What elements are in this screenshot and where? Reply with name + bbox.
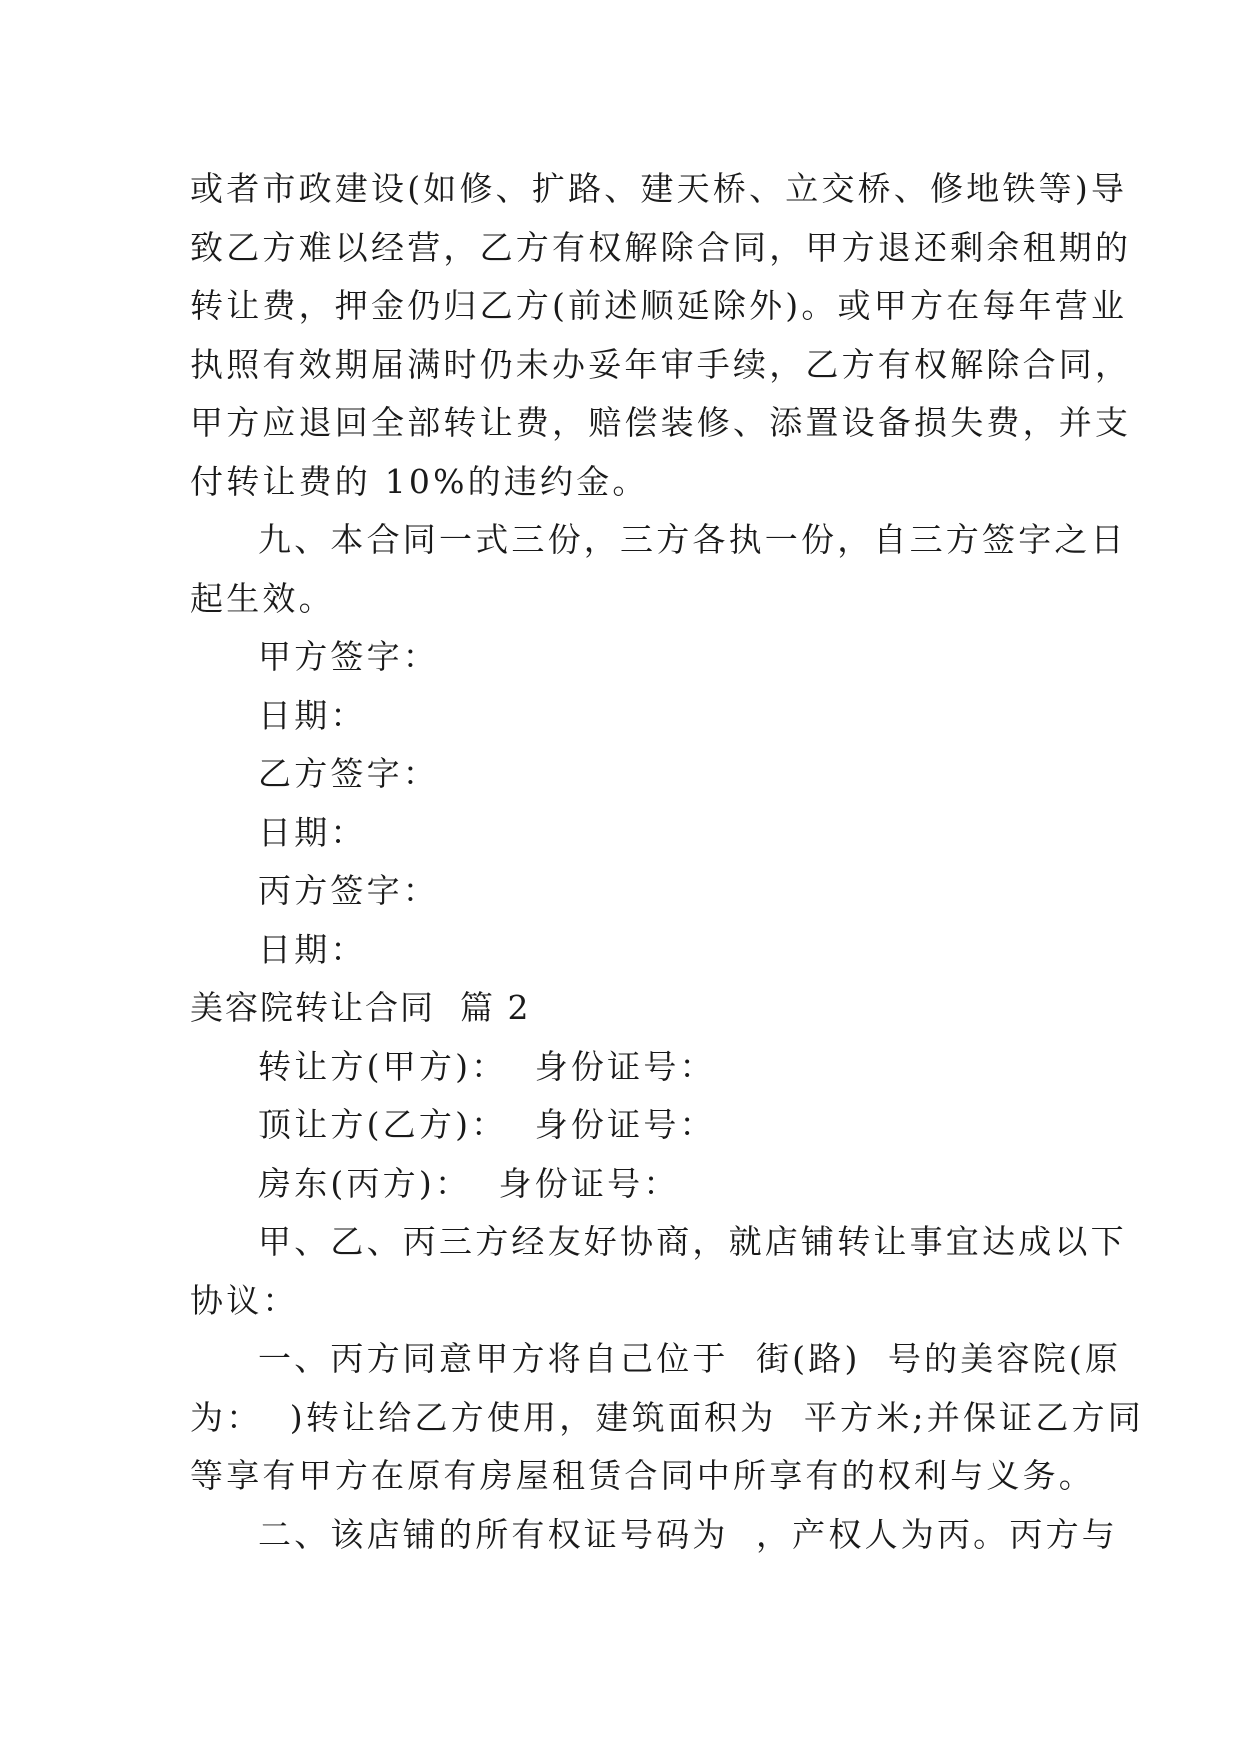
clause-two: 二、该店铺的所有权证号码为 ，产权人为丙。丙方与 [258,1514,1118,1554]
paragraph-line: 执照有效期届满时仍未办妥年审手续，乙方有权解除合同， [190,344,1132,384]
paragraph-line: 付转让费的 10%的违约金。 [190,461,649,501]
paragraph-line: 起生效。 [190,578,335,618]
paragraph-line: 致乙方难以经营，乙方有权解除合同，甲方退还剩余租期的 [190,227,1132,267]
paragraph-line: 协议： [190,1280,299,1320]
transferor-line: 转让方(甲方)： 身份证号： [258,1046,716,1086]
clause-nine: 九、本合同一式三份，三方各执一份，自三方签字之日 [258,520,1127,559]
agreement-intro: 甲、乙、丙三方经友好协商，就店铺转让事宜达成以下 [258,1222,1127,1261]
date-label: 日期： [258,929,367,969]
party-b-signature-label: 乙方签字： [258,754,439,793]
paragraph-line: 甲方应退回全部转让费，赔偿装修、添置设备损失费，并支 [190,403,1132,442]
transferee-line: 顶让方(乙方)： 身份证号： [258,1105,716,1144]
date-label: 日期： [258,695,367,735]
date-label: 日期： [258,812,367,852]
section-title: 美容院转让合同 篇 2 [190,988,531,1027]
paragraph-line: 等享有甲方在原有房屋租赁合同中所享有的权利与义务。 [190,1456,1095,1495]
paragraph-line: 为： )转让给乙方使用，建筑面积为 平方米;并保证乙方同 [190,1397,1144,1437]
document-page [190,160,1144,1564]
party-a-signature-label: 甲方签字： [258,637,439,676]
landlord-line: 房东(丙方)： 身份证号： [258,1163,680,1203]
paragraph-line: 或者市政建设(如修、扩路、建天桥、立交桥、修地铁等)导 [190,169,1128,208]
paragraph-line: 转让费，押金仍归乙方(前述顺延除外)。或甲方在每年营业 [190,286,1128,325]
party-c-signature-label: 丙方签字： [258,871,439,910]
clause-one: 一、丙方同意甲方将自己位于 街(路) 号的美容院(原 [258,1339,1122,1378]
